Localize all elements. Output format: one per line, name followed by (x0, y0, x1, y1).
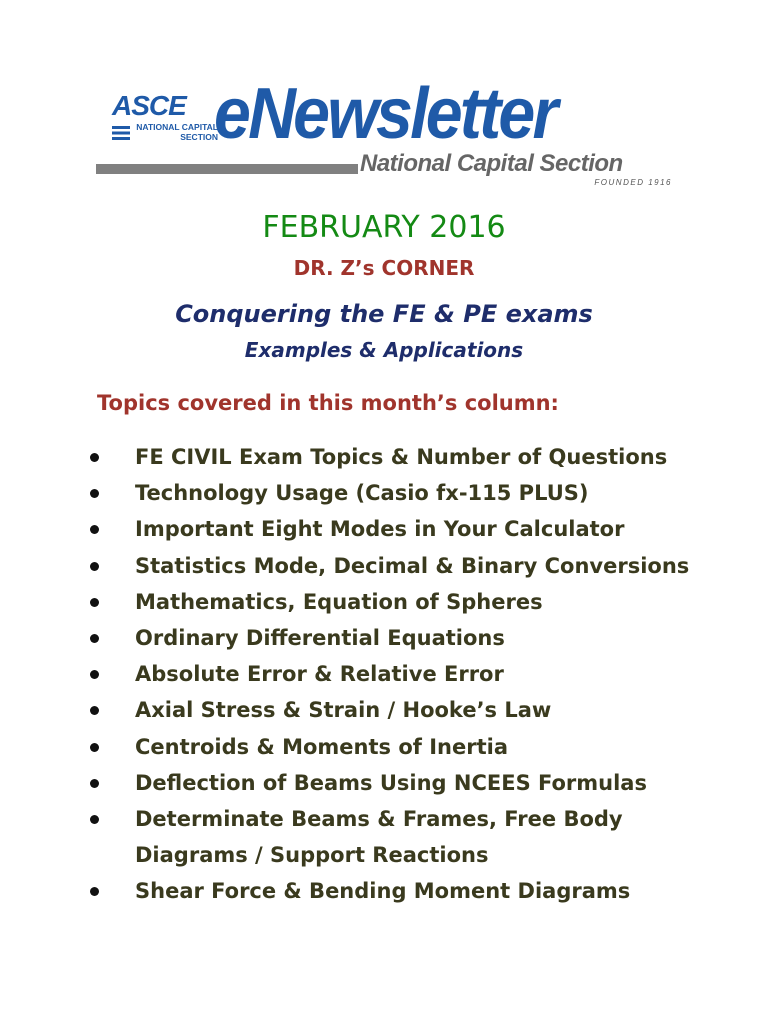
list-item (88, 873, 728, 909)
asce-logo-subtitle (128, 123, 218, 142)
asce-logo-sub-line: SECTION (180, 131, 218, 142)
subheadline: Examples & Applications (244, 338, 524, 362)
topic-text: Determinate Beams & Frames, Free Body Diagrams / Support Reactions (135, 807, 623, 868)
topic-text: Statistics Mode, Decimal & Binary Conversions (135, 553, 690, 578)
topic-text: Ordinary Differential Equations (135, 626, 505, 651)
topic-text: Mathematics, Equation of Spheres (135, 589, 543, 614)
bullet-icon (90, 887, 99, 896)
topics-heading: Topics covered in this month’s column: (97, 391, 559, 415)
list-item (88, 801, 728, 873)
newsletter-title: eNewsletter (214, 74, 556, 154)
bullet-icon (90, 525, 99, 534)
bullet-icon (90, 598, 99, 607)
bullet-icon (90, 453, 99, 462)
bullet-icon (90, 779, 99, 788)
bullet-icon (90, 743, 99, 752)
topic-text: Absolute Error & Relative Error (135, 662, 504, 687)
bullet-icon (90, 815, 99, 824)
list-item (88, 475, 728, 511)
asce-logo (112, 90, 218, 162)
list-item (88, 439, 728, 475)
headline: Conquering the FE & PE exams (175, 300, 593, 328)
list-item (88, 548, 728, 584)
issue-month: FEBRUARY 2016 (262, 210, 506, 245)
topic-text: Centroids & Moments of Inertia (135, 734, 508, 759)
topic-text: FE CIVIL Exam Topics & Number of Questions (135, 445, 668, 469)
founded-label: FOUNDED 1916 (594, 178, 672, 187)
bullet-icon (90, 706, 99, 715)
section-name: National Capital Section (360, 150, 623, 177)
list-item (88, 692, 728, 728)
header-divider-bar (96, 164, 358, 174)
bullet-icon (90, 562, 99, 571)
list-item (88, 729, 728, 765)
topic-text: Axial Stress & Strain / Hooke’s Law (135, 698, 552, 723)
bullet-icon (90, 670, 99, 679)
newsletter-header (96, 74, 676, 194)
list-item (88, 584, 728, 620)
bullet-icon (90, 634, 99, 643)
asce-logo-sub-line: NATIONAL CAPITAL (136, 122, 218, 132)
topic-text: Shear Force & Bending Moment Diagrams (135, 879, 631, 904)
list-item (88, 620, 728, 656)
topic-text: Deflection of Beams Using NCEES Formulas (135, 770, 647, 795)
column-name: DR. Z’s CORNER (293, 256, 475, 280)
topic-list (88, 439, 728, 910)
list-item (88, 765, 728, 801)
topic-text: Important Eight Modes in Your Calculator (135, 517, 625, 542)
bullet-icon (90, 489, 99, 498)
list-item (88, 656, 728, 692)
topic-text: Technology Usage (Casio fx-115 PLUS) (135, 481, 589, 506)
asce-logo-word: ASCE (112, 90, 186, 121)
list-item (88, 511, 728, 547)
